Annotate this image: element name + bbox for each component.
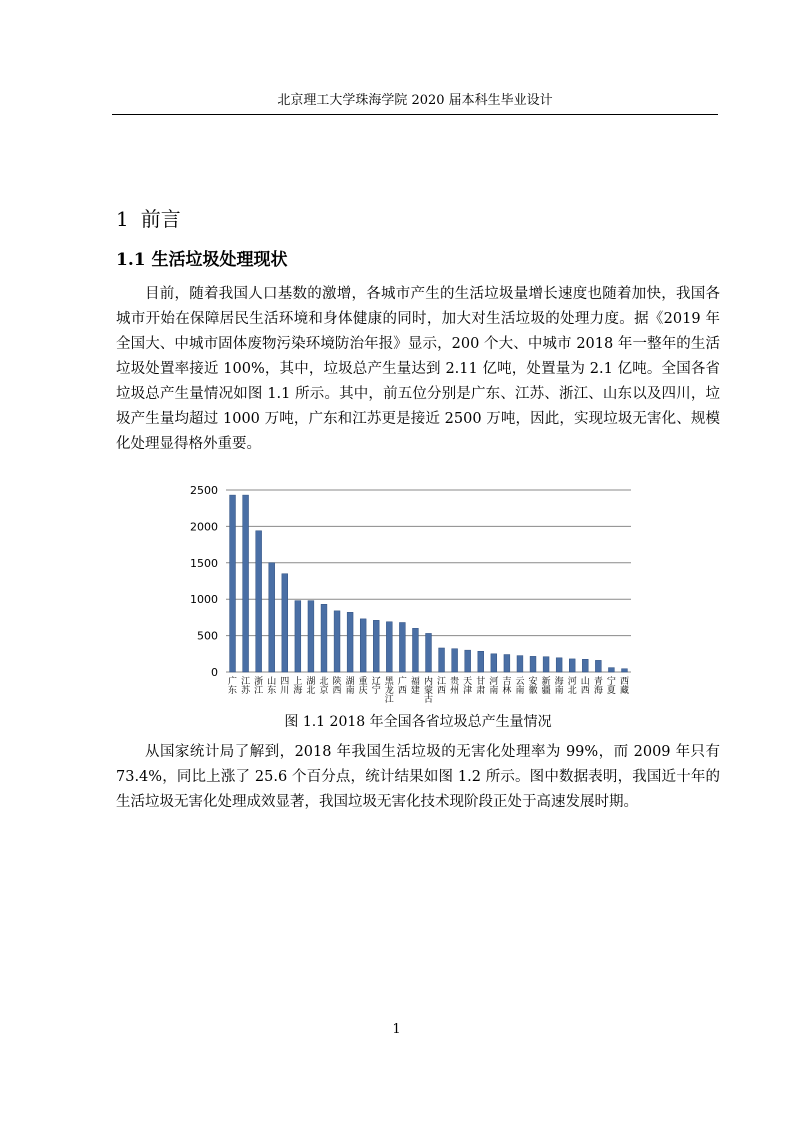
y-tick-label: 500	[197, 629, 218, 643]
bar	[491, 654, 497, 672]
bar	[622, 669, 628, 672]
x-tick-label: 辽宁	[371, 677, 381, 696]
y-tick-label: 1000	[190, 593, 218, 607]
bar	[230, 495, 236, 672]
section-title: 前言	[140, 207, 181, 231]
bar	[282, 574, 288, 672]
y-tick-label: 0	[211, 666, 218, 679]
bar	[543, 657, 549, 672]
bar	[504, 655, 510, 672]
x-tick-label: 广东	[228, 677, 238, 696]
bar	[452, 649, 458, 672]
bar	[269, 563, 275, 672]
x-tick-label: 天津	[463, 677, 473, 696]
bar	[295, 601, 301, 672]
x-tick-label: 山东	[267, 677, 277, 696]
bar	[530, 656, 536, 672]
x-tick-label: 福建	[410, 677, 420, 696]
page-number: 1	[392, 1022, 401, 1037]
x-tick-label: 浙江	[254, 677, 264, 696]
bar	[478, 651, 484, 672]
x-tick-label: 贵州	[450, 677, 460, 696]
bar-chart-svg	[186, 480, 636, 705]
x-tick-label: 黑龙江	[384, 677, 394, 705]
header-rule	[112, 114, 718, 115]
x-tick-label: 宁夏	[606, 677, 616, 696]
body-paragraph-2: 从国家统计局了解到，2018 年我国生活垃圾的无害化处理率为 99%，而 2009 年只有 73.4%，同比上涨了 25.6 个百分点，统计结果如图 1.2 所示。图中数据表明，我国近十年的生活垃圾无害化处理成效显著，我国垃圾无害化技术现阶段正处于高速发展时期。	[116, 744, 720, 810]
body-paragraph-1: 目前，随着我国人口基数的激增，各城市产生的生活垃圾量增长速度也随着加快，我国各城市开始在保障居民生活环境和身体健康的同时，加大对生活垃圾的处理力度。据《2019 年全国大、中城市固体废物污染环境防治年报》显示，200 个大、中城市 2018 年一整年的生活垃圾处置率接近 100%，其中，垃圾总产生量达到 2.11 亿吨，处置量为 2.1 亿吨。全国各省垃圾总产生量情况如图 1.1 所示。其中，前五位分别是广东、江苏、浙江、山东以及四川，垃圾产生量均超过 1000 万吨，广东和江苏更是接近 2500 万吨，因此，实现垃圾无害化、规模化处理显得格外重要。	[116, 286, 720, 452]
bar	[256, 531, 262, 672]
subsection-heading: 1.1 生活垃圾处理现状	[116, 250, 288, 270]
bar	[347, 612, 353, 672]
bar	[582, 659, 588, 672]
bar	[360, 619, 366, 672]
x-tick-label: 广西	[397, 677, 407, 696]
x-tick-label: 江苏	[241, 677, 251, 696]
bar	[426, 633, 432, 672]
x-tick-label: 湖南	[345, 677, 355, 696]
bar	[465, 650, 471, 672]
x-tick-label: 陕西	[332, 677, 342, 696]
x-tick-label: 吉林	[502, 677, 512, 696]
bar	[556, 658, 562, 672]
bar	[517, 656, 523, 672]
bar	[386, 622, 392, 672]
bar	[608, 668, 614, 672]
x-tick-label: 海南	[554, 677, 564, 696]
bar	[412, 628, 418, 672]
x-tick-label: 北京	[319, 677, 329, 696]
bar	[595, 660, 601, 672]
section-heading	[116, 206, 181, 232]
bar-chart	[186, 480, 636, 705]
x-tick-label: 安徽	[528, 677, 538, 696]
x-tick-label: 新疆	[541, 677, 551, 696]
x-tick-label: 西藏	[619, 677, 629, 696]
bar	[373, 620, 379, 672]
x-tick-label: 湖北	[306, 677, 316, 696]
bar	[439, 648, 445, 672]
running-header: 北京理工大学珠海学院 2020 届本科生毕业设计	[277, 93, 553, 108]
bar	[569, 659, 575, 672]
y-tick-label: 2000	[190, 520, 218, 534]
x-tick-label: 河北	[567, 677, 577, 696]
x-tick-label: 甘肃	[476, 677, 486, 696]
bar	[308, 601, 314, 672]
figure-caption: 图 1.1 2018 年全国各省垃圾总产生量情况	[284, 714, 552, 730]
bar	[243, 495, 249, 672]
x-tick-label: 四川	[280, 677, 290, 696]
x-tick-label: 青海	[593, 677, 603, 696]
bar	[321, 604, 327, 672]
bar	[399, 622, 405, 672]
x-tick-label: 河南	[489, 677, 499, 696]
x-tick-label: 内蒙古	[423, 677, 434, 705]
y-tick-label: 2500	[190, 484, 218, 497]
x-tick-label: 重庆	[358, 677, 368, 696]
bar	[334, 611, 340, 672]
x-tick-label: 山西	[580, 677, 590, 696]
x-tick-label: 上海	[293, 677, 303, 696]
y-tick-label: 1500	[190, 556, 218, 570]
x-tick-label: 江西	[437, 677, 447, 696]
section-number: 1	[116, 207, 129, 231]
x-tick-label: 云南	[515, 677, 525, 696]
